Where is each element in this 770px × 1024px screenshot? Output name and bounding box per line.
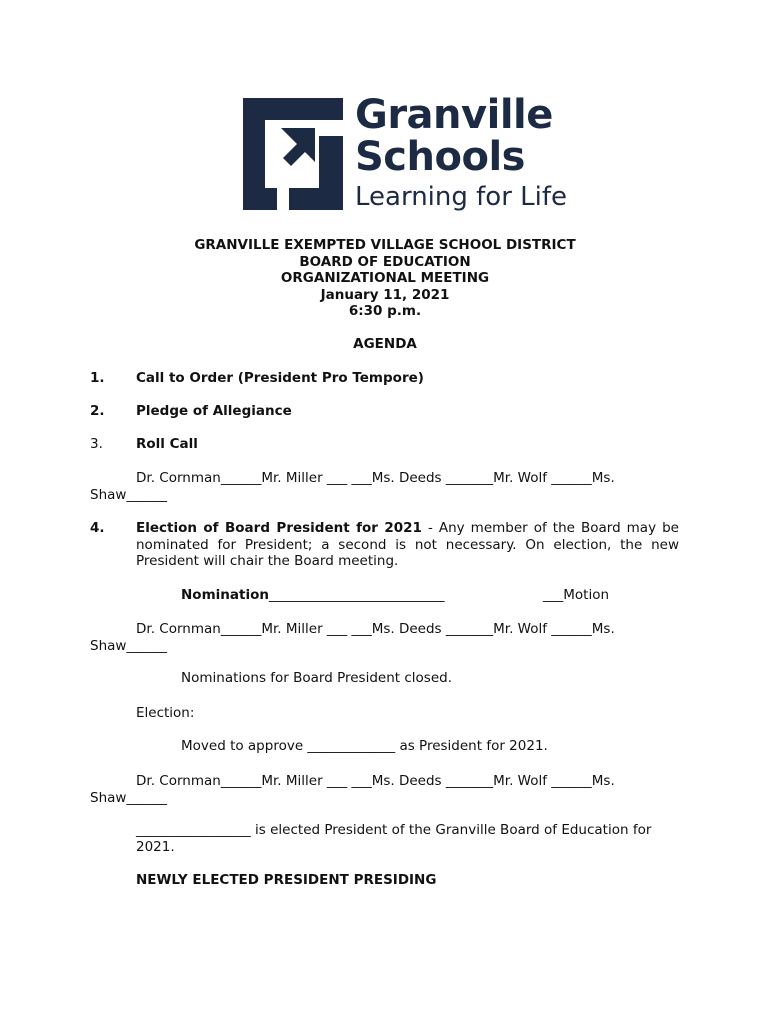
meeting-time: 6:30 p.m. [348,303,422,320]
roll-call-names-cont: Shaw______ [90,638,167,654]
item-4-text: - Any member of the Board may be nominated for President; a second is not necessary. On election, the new President will chair the Board meeting. [136,520,679,570]
granville-g-logo-icon [243,98,343,210]
moved-to-approve: Moved to approve _____________ as President for 2021. [181,738,548,754]
item-number: 2. [90,403,105,419]
meeting-type: ORGANIZATIONAL MEETING [280,270,490,287]
item-label: Roll Call [136,436,198,452]
logo-line-granville: Granville [355,92,553,138]
election-label: Election: [136,705,195,721]
item-label: Call to Order (President Pro Tempore) [136,370,424,386]
document-header [0,237,770,320]
motion-label: ___Motion [543,587,610,603]
nominations-closed: Nominations for Board President closed. [181,670,452,686]
district-name: GRANVILLE EXEMPTED VILLAGE SCHOOL DISTRICT [194,237,576,253]
roll-call-line [90,621,680,655]
roll-call-line [90,773,680,807]
item-label: Pledge of Allegiance [136,403,292,419]
item-4-title: Election of Board President for 2021 [136,520,422,536]
item-number: 3. [90,436,103,452]
roll-call-names: Dr. Cornman______Mr. Miller ___ ___Ms. Deeds _______Mr. Wolf ______Ms. [136,621,615,637]
roll-call-names: Dr. Cornman______Mr. Miller ___ ___Ms. Deeds _______Mr. Wolf ______Ms. [136,470,615,486]
item-number: 1. [90,370,105,386]
board-name: BOARD OF EDUCATION [299,253,471,270]
logo-wordmark [355,94,567,216]
roll-call-names-cont: Shaw______ [90,790,167,806]
meeting-date: January 11, 2021 [320,286,450,303]
agenda-item-4 [136,520,679,570]
newly-elected-presiding: NEWLY ELECTED PRESIDENT PRESIDING [136,872,437,888]
nomination-line [181,587,444,603]
roll-call-names-cont: Shaw______ [90,487,167,503]
roll-call-names: Dr. Cornman______Mr. Miller ___ ___Ms. Deeds _______Mr. Wolf ______Ms. [136,773,615,789]
granville-schools-logo [243,92,573,214]
item-number: 4. [90,520,105,536]
logo-tagline: Learning for Life [355,182,568,212]
elected-statement: _________________ is elected President of the Granville Board of Education for 2021. [136,822,652,855]
nomination-label: Nomination [181,587,269,603]
logo-line-schools: Schools [355,134,525,180]
agenda-title: AGENDA [353,336,417,352]
nomination-blank: __________________________ [268,587,445,603]
roll-call-line [90,470,680,504]
